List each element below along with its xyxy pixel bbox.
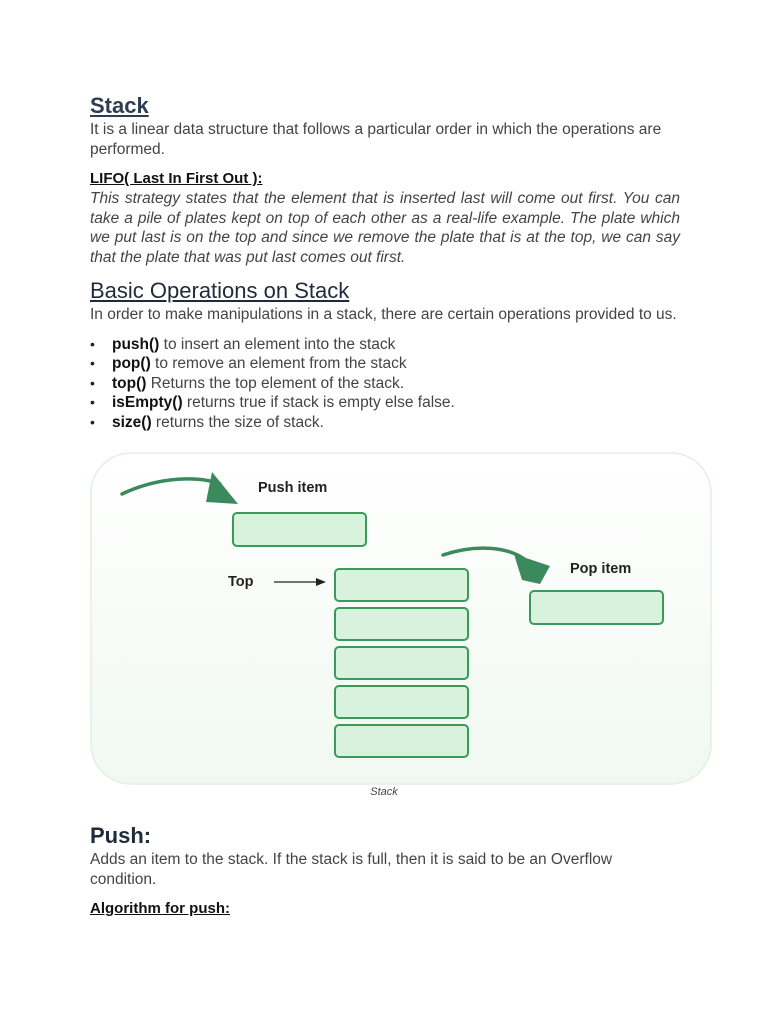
push-item-label: Push item xyxy=(258,480,328,496)
list-item xyxy=(90,335,680,355)
stack-heading: Stack xyxy=(90,93,149,118)
stack-element xyxy=(335,647,468,679)
push-item-box xyxy=(233,513,366,546)
stack-diagram xyxy=(90,452,712,785)
operation-desc: returns the size of stack. xyxy=(151,413,324,431)
stack-element xyxy=(335,725,468,757)
stack-intro: It is a linear data structure that follows a particular order in which the operations are performed. xyxy=(90,121,662,158)
operation-name: push() xyxy=(112,335,160,353)
pop-item-box xyxy=(530,591,663,624)
operation-name: isEmpty() xyxy=(112,394,183,411)
lifo-text: This strategy states that the element that is inserted last will come out first. You can take a pile of plates kept on top of each other as a real-life example. The plate which we put last is on the top and since we remove the plate that is at the top, we can say that the plate that was put last comes out first. xyxy=(90,190,680,266)
push-text: Adds an item to the stack. If the stack is full, then it is said to be an Overflow condition. xyxy=(90,851,613,888)
stack-element xyxy=(335,686,468,718)
list-item xyxy=(90,354,680,374)
list-item xyxy=(90,393,680,413)
operation-desc: returns true if stack is empty else false. xyxy=(182,394,455,411)
list-item xyxy=(90,413,680,433)
push-heading: Push: xyxy=(90,823,152,848)
list-item xyxy=(90,374,680,394)
operation-name: pop() xyxy=(112,355,151,372)
top-label: Top xyxy=(228,574,254,590)
stack-element xyxy=(335,569,468,601)
push-algorithm-heading: Algorithm for push: xyxy=(90,900,230,917)
operation-desc: to insert an element into the stack xyxy=(159,335,396,353)
basic-operations-heading: Basic Operations on Stack xyxy=(90,278,350,303)
operation-name: top() xyxy=(112,374,147,392)
operation-name: size() xyxy=(112,413,152,431)
pop-item-label: Pop item xyxy=(570,561,632,577)
push-section xyxy=(90,822,680,919)
operations-list xyxy=(90,335,680,433)
operation-desc: to remove an element from the stack xyxy=(150,355,407,372)
operation-desc: Returns the top element of the stack. xyxy=(146,374,405,392)
document-body xyxy=(90,92,680,432)
basic-operations-intro: In order to make manipulations in a stack, there are certain operations provided to us. xyxy=(90,306,677,323)
stack-element xyxy=(335,608,468,640)
lifo-heading: LIFO( Last In First Out ): xyxy=(90,170,263,187)
figure-caption: Stack xyxy=(370,786,398,798)
